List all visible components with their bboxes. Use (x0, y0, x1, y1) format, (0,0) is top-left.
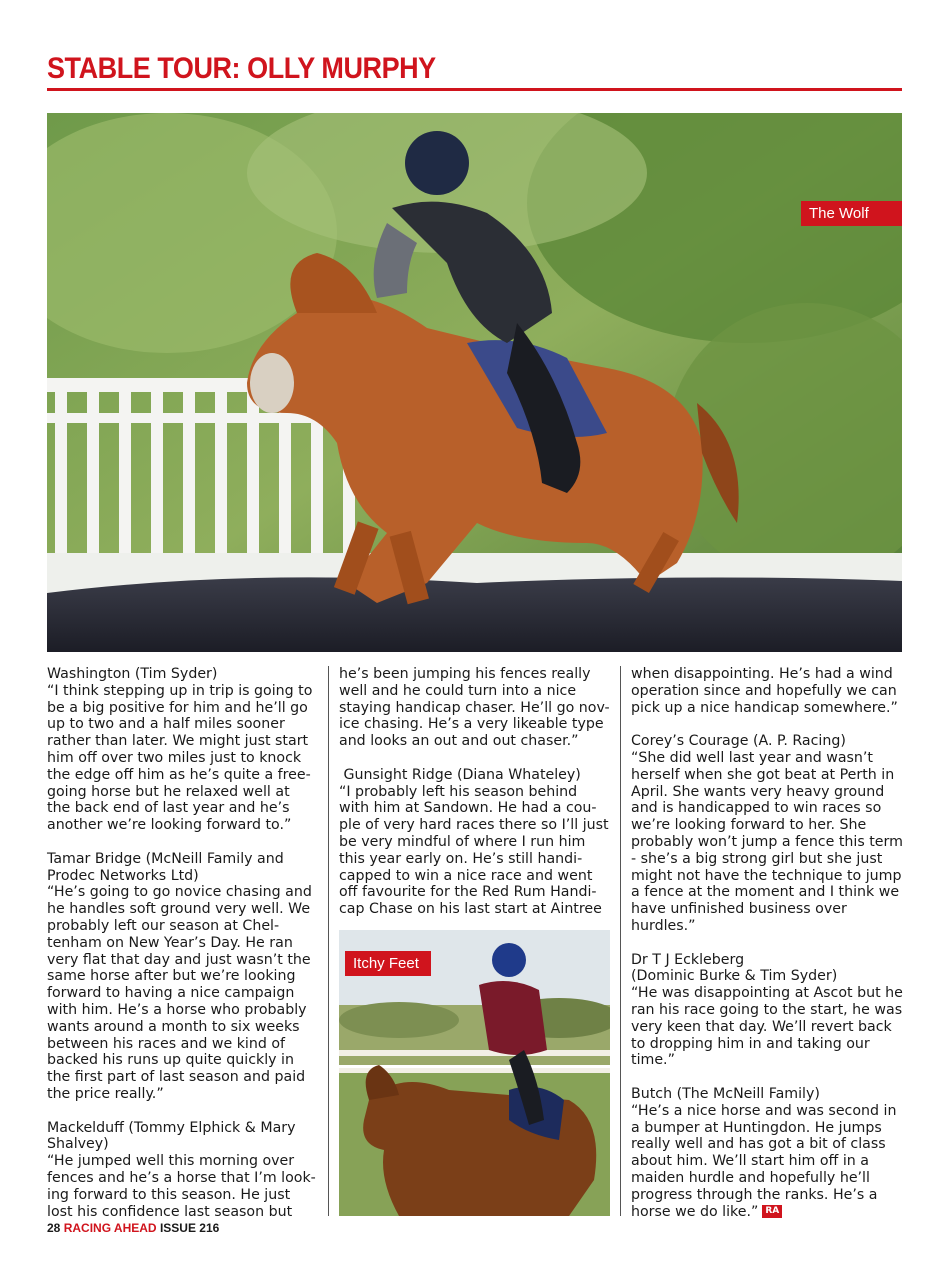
article-entry (631, 952, 903, 1070)
article-entry (631, 1086, 903, 1220)
article-entry (47, 666, 317, 834)
text-column-2 (339, 666, 611, 935)
entry-body: he’s been jumping his fences really well and he could turn into a nice staying handicap chaser. He’ll go nov-ice chasing. He’s a very likeable type and looks an out and out chaser.” (339, 666, 610, 750)
hero-photo-caption: The Wolf (801, 201, 902, 226)
entry-body: “He’s going to go novice chasing and he handles soft ground very well. We probably left our season at Chel-tenham on New Year’s Day. He ran very flat that day and just wasn’t the same horse after but we’re looking forward to having a nice campaign with him. He’s a horse who probably wants around a month to six weeks between his races and we kind of backed his runs up quite quickly in the first part of last season and paid the price really.” (47, 884, 312, 1102)
entry-body: “She did well last year and wasn’t herself when she got beat at Perth in April. She wants very heavy ground and is handicapped to win races so we’re looking forward to her. She probably won’t jump a fence this term - she’s a big strong girl but she just might not have the technique to jump a fence at the moment and I think we have unfinished business over hurdles.” (631, 749, 903, 934)
horse-heading: Gunsight Ridge (Diana Whateley) (339, 766, 581, 783)
horse-heading: Mackelduff (Tommy Elphick & Mary Shalvey) (47, 1119, 296, 1153)
article-entry (339, 666, 611, 750)
text-column-1 (47, 666, 317, 1237)
entry-body: “I probably left his season behind with him at Sandown. He had a cou-ple of very hard races there so I’ll just be very mindful of where I run him this year early on. He’s still handi-capped to win a nice race and went off favourite for the Red Rum Handi-cap Chase on his last start at Aintree (339, 783, 609, 918)
entry-body-text: “He’s a nice horse and was second in a bumper at Huntingdon. He jumps really well and has got a bit of class about him. We’ll start him off in a maiden hurdle and hopefully he’ll progress through the ranks. He’s a horse we do like.” (631, 1102, 897, 1220)
page-footer (47, 1221, 219, 1235)
entry-body: “He was disappointing at Ascot but he ran his race going to the start, he was very keen that day. We’ll revert back to dropping him in and taking our time.” (631, 985, 903, 1069)
ra-end-mark-logo: RA (762, 1205, 782, 1218)
entry-body (631, 1103, 903, 1221)
small-photo-caption: Itchy Feet (345, 951, 431, 976)
horse-owner-heading: (Dominic Burke & Tim Syder) (631, 968, 838, 985)
page-title: STABLE TOUR: OLLY MURPHY (47, 52, 436, 85)
article-entry (47, 851, 317, 1103)
entry-body: when disappointing. He’s had a wind operation since and hopefully we can pick up a nice handicap somewhere.” (631, 666, 898, 716)
article-entry (339, 767, 611, 918)
horse-heading: Butch (The McNeill Family) (631, 1085, 820, 1102)
entry-body: “He jumped well this morning over fences and he’s a horse that I’m look-ing forward to this season. He just lost his confidence last season but (47, 1153, 316, 1220)
title-rule (47, 88, 902, 91)
horse-heading: Dr T J Eckleberg (631, 951, 745, 968)
entry-body: “I think stepping up in trip is going to be a big positive for him and he’ll go up to two and a half miles sooner rather than later. We might just start him off over two miles just to knock the edge off him as he’s quite a free-going horse but he relaxed well at the back end of last year and he’s another we’re looking forward to.” (47, 682, 313, 834)
column-divider (620, 666, 621, 1216)
hero-photo (47, 113, 902, 652)
horse-heading: Washington (Tim Syder) (47, 666, 218, 682)
horse-heading: Tamar Bridge (McNeill Family and Prodec Networks Ltd) (47, 850, 284, 884)
issue-number: ISSUE 216 (159, 1221, 220, 1235)
article-entry (47, 1120, 317, 1221)
column-divider (328, 666, 329, 1216)
horse-heading: Corey’s Courage (A. P. Racing) (631, 733, 846, 750)
article-entry (631, 666, 903, 716)
article-entry (631, 733, 903, 935)
page-number: 28 (47, 1221, 61, 1235)
text-column-3 (631, 666, 903, 1237)
publication-name: RACING AHEAD (63, 1221, 157, 1235)
